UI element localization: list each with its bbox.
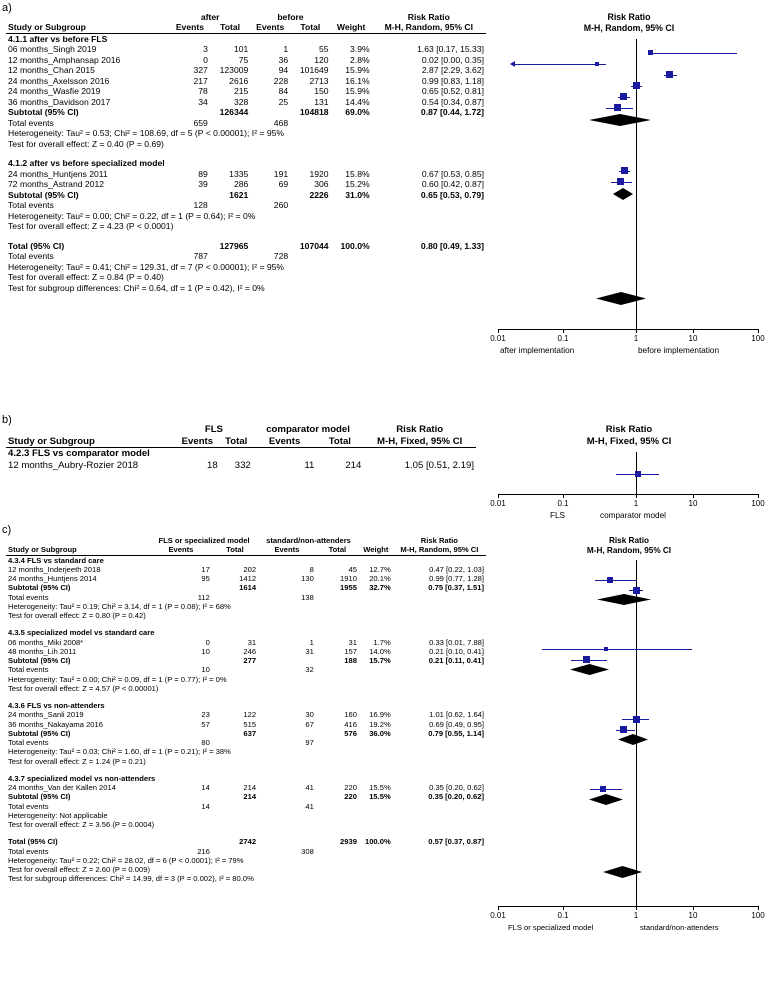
x-axis [498, 906, 758, 907]
col-group-standard: standard/non-attenders [266, 536, 351, 545]
subgroup-heading: 4.3.7 specialized model vs non-attenders [8, 773, 156, 783]
row-study: 06 months_Singh 2019 [8, 44, 97, 55]
grand-total-row: Total (95% CI) 127965 107044 100.0% 0.80 [0.49, 1.33] [8, 240, 484, 251]
subtotal-diamond [589, 114, 651, 126]
x-axis [498, 329, 758, 330]
panel-a-tag: a) [2, 2, 12, 14]
subtotal-diamond [570, 664, 609, 675]
overall-effect-row: Test for overall effect: Z = 4.57 (P < 0.00001) [8, 683, 159, 693]
col-events2: Events [256, 22, 285, 33]
axis-tick [636, 906, 637, 910]
subtotal-diamond [618, 734, 648, 745]
subtotal-row: Subtotal (95% CI) 277 188 15.7% 0.21 [0.11, 0.41] [8, 656, 484, 665]
heterogeneity-row: Heterogeneity: Tau² = 0.03; Chi² = 1.60, df = 1 (P = 0.21); I² = 38% [8, 747, 231, 757]
effect-marker [583, 656, 590, 663]
col-events2: Events [274, 545, 300, 555]
subgroup-diff-row: Test for subgroup differences: Chi² = 0.64, df = 1 (P = 0.42), I² = 0% [8, 282, 265, 293]
table-row: 06 months_Singh 2019 3 101 1 55 3.9% 1.63 [0.17, 15.33] [8, 44, 484, 55]
spacer [6, 829, 486, 837]
axis-tick-label: 10 [688, 334, 698, 343]
effect-marker [633, 587, 640, 594]
plot-a-model: M-H, Random, 95% CI [583, 23, 675, 33]
ci-line [515, 64, 606, 65]
panel-a-table [6, 12, 486, 293]
col-study: Study or Subgroup [8, 435, 95, 447]
col-total1: Total [220, 22, 241, 33]
axis-tick [758, 494, 759, 498]
axis-tick [563, 329, 564, 333]
heterogeneity-row: Heterogeneity: Not applicable [8, 810, 108, 820]
subtotal-diamond [589, 794, 623, 805]
overall-effect-row: Test for overall effect: Z = 0.40 (P = 0.69) [8, 138, 164, 149]
col-study: Study or Subgroup [8, 22, 86, 33]
spacer [6, 766, 486, 774]
effect-marker [604, 647, 608, 651]
effect-marker [617, 178, 624, 185]
axis-tick [563, 494, 564, 498]
effect-marker [621, 167, 628, 174]
table-header-cols [6, 545, 486, 555]
ci-line [648, 53, 737, 54]
table-row: 24 months_Huntjens 2014 95 1412 130 1910 20.1% 0.99 [0.77, 1.28] [8, 574, 484, 583]
axis-tick-label: 1 [633, 334, 639, 343]
table-row: 12 months_Inderjeeth 2018 17 202 8 45 12.7% 0.47 [0.22, 1.03] [8, 564, 484, 574]
plot-c-model: M-H, Random, 95% CI [586, 546, 672, 555]
plot-a-title: Risk Ratio [607, 12, 651, 22]
table-row: 06 months_Miki 2008* 0 31 1 31 1.7% 0.33 [0.01, 7.88] [8, 637, 484, 647]
col-weight: Weight [336, 22, 366, 33]
axis-tick [498, 494, 499, 498]
spacer [6, 232, 486, 241]
effect-marker [620, 93, 627, 100]
effect-marker [666, 71, 673, 78]
axis-tick-label: 0.01 [490, 911, 506, 920]
forest-plot-b [490, 424, 768, 524]
subtotal-row: Subtotal (95% CI) 1621 2226 31.0% 0.65 [0.53, 0.79] [8, 189, 484, 200]
col-rr-model: M-H, Fixed, 95% CI [377, 435, 463, 447]
axis-tick [693, 906, 694, 910]
total-events-row: Total events 787 728 [8, 251, 289, 262]
total-events-row: Total events 659 468 [8, 117, 289, 128]
col-weight: Weight [363, 545, 389, 555]
total-events-row: Total events 128 260 [8, 200, 289, 211]
col-total1: Total [226, 545, 244, 555]
subtotal-row: Subtotal (95% CI) 214 220 15.5% 0.35 [0.20, 0.62] [8, 792, 484, 802]
total-events-row: Total events 216 308 [8, 846, 314, 856]
subgroup-heading: 4.3.5 specialized model vs standard care [8, 628, 155, 638]
forest-plot-a [490, 12, 768, 402]
axis-label-left: after implementation [500, 346, 575, 355]
col-rr-head: Risk Ratio [396, 424, 444, 435]
panel-c [0, 524, 775, 987]
effect-marker [633, 82, 640, 89]
ci-line [542, 649, 692, 650]
axis-tick-label: 100 [751, 911, 765, 920]
table-header-cols [6, 436, 476, 448]
axis-tick [498, 329, 499, 333]
table-row: 12 months_Aubry-Rozier 2018 18 332 11 214 1.05 [0.51, 2.19] [8, 460, 474, 472]
plot-c-title: Risk Ratio [608, 536, 650, 545]
panel-c-tag: c) [2, 524, 12, 536]
col-events2: Events [268, 435, 301, 447]
subgroup-heading: 4.2.3 FLS vs comparator model [8, 448, 150, 460]
col-group-comparator: comparator model [266, 424, 350, 435]
table-row: 36 months_Davidson 2017 34 328 25 131 14.4% 0.54 [0.34, 0.87] [8, 96, 484, 107]
heterogeneity-row: Heterogeneity: Tau² = 0.22; Chi² = 28.02, df = 6 (P < 0.0001); I² = 79% [8, 855, 244, 865]
col-study: Study or Subgroup [8, 545, 77, 555]
col-rr-model: M-H, Random, 95% CI [384, 22, 473, 33]
axis-tick-label: 100 [751, 499, 765, 508]
axis-label-right: before implementation [638, 346, 720, 355]
table-row: 24 months_Wasfie 2019 78 215 84 150 15.9% 0.65 [0.52, 0.81] [8, 86, 484, 97]
axis-tick-label: 0.01 [490, 499, 506, 508]
subtotal-row: Subtotal (95% CI) 126344 104818 69.0% 0.87 [0.44, 1.72] [8, 107, 484, 118]
panel-a [0, 0, 775, 414]
effect-marker [600, 786, 606, 792]
panel-b-table [6, 424, 476, 472]
col-weight-head [331, 12, 372, 22]
axis-tick-label: 10 [688, 911, 698, 920]
table-header-groups [6, 12, 486, 22]
null-effect-line [636, 560, 637, 906]
effect-marker [620, 726, 627, 733]
col-group-fls-spec: FLS or specialized model [158, 536, 250, 545]
total-events-row: Total events 112 138 [8, 592, 314, 602]
subtotal-row: Subtotal (95% CI) 1614 1955 32.7% 0.75 [0.37, 1.51] [8, 583, 484, 593]
col-events1: Events [181, 435, 214, 447]
table-row: 72 months_Astrand 2012 39 286 69 306 15.2% 0.60 [0.42, 0.87] [8, 179, 484, 190]
overall-effect-row: Test for overall effect: Z = 3.56 (P = 0.0004) [8, 820, 155, 829]
axis-label-left: FLS [550, 511, 566, 520]
col-group-after: after [200, 12, 220, 22]
axis-tick-label: 10 [688, 499, 698, 508]
col-events1: Events [175, 22, 205, 33]
overall-effect-row: Test for overall effect: Z = 0.80 (P = 0.42) [8, 611, 146, 620]
panel-c-table [6, 536, 486, 884]
table-row: 12 months_Amphansap 2016 0 75 36 120 2.8% 0.02 [0.00, 0.35] [8, 54, 484, 65]
overall-effect-row: Test for overall effect: Z = 1.24 (P = 0.21) [8, 756, 146, 766]
col-events1: Events [168, 545, 194, 555]
ci-arrow-left-icon [510, 61, 515, 67]
col-group-before: before [277, 12, 304, 22]
table-row: 24 months_Sanli 2019 23 122 30 160 16.9% 1.01 [0.62, 1.64] [8, 710, 484, 720]
panel-b-tag: b) [2, 414, 12, 426]
table-row: 12 months_Chan 2015 327 123009 94 101649 15.9% 2.87 [2.29, 3.62] [8, 65, 484, 76]
grand-total-row: Total (95% CI) 2742 2939 100.0% 0.57 [0.37, 0.87] [8, 837, 484, 847]
table-row: 24 months_Huntjens 2011 89 1335 191 1920 15.8% 0.67 [0.53, 0.85] [8, 168, 484, 179]
effect-marker [648, 50, 653, 55]
heterogeneity-row: Heterogeneity: Tau² = 0.00; Chi² = 0.22, df = 1 (P = 0.64); I² = 0% [8, 210, 256, 221]
total-events-row: Total events 10 32 [8, 665, 314, 675]
col-total2: Total [328, 435, 351, 447]
col-rr-head: Risk Ratio [407, 12, 450, 22]
axis-tick [693, 329, 694, 333]
col-total2: Total [328, 545, 347, 555]
axis-tick-label: 0.1 [557, 499, 569, 508]
spacer [6, 693, 486, 701]
spacer [6, 620, 486, 628]
effect-marker [595, 62, 599, 66]
table-row: 48 months_Lih 2011 10 246 31 157 14.0% 0.21 [0.10, 0.41] [8, 646, 484, 656]
subgroup-heading: 4.3.4 FLS vs standard care [8, 555, 104, 565]
overall-effect-row: Test for overall effect: Z = 0.84 (P = 0.40) [8, 272, 164, 283]
subtotal-diamond [613, 188, 633, 200]
table-row: 24 months_Van der Kallen 2014 14 214 41 220 15.5% 0.35 [0.20, 0.62] [8, 783, 484, 792]
total-diamond [596, 292, 646, 305]
table-header-groups [6, 536, 486, 545]
col-total1: Total [225, 435, 248, 447]
axis-tick [758, 906, 759, 910]
col-total2: Total [300, 22, 321, 33]
panel-b [0, 414, 775, 524]
plot-b-model: M-H, Fixed, 95% CI [586, 436, 672, 447]
axis-label-left: FLS or specialized model [508, 923, 594, 932]
axis-tick [636, 329, 637, 333]
subgroup-heading: 4.3.6 FLS vs non-attenders [8, 701, 105, 710]
overall-effect-row: Test for overall effect: Z = 4.23 (P < 0.0001) [8, 221, 174, 232]
total-diamond [603, 866, 642, 878]
effect-marker [607, 577, 613, 583]
axis-tick-label: 0.1 [557, 334, 569, 343]
effect-marker [633, 716, 640, 723]
axis-tick [758, 329, 759, 333]
total-events-row: Total events 80 97 [8, 738, 314, 747]
axis-tick [563, 906, 564, 910]
heterogeneity-row: Heterogeneity: Tau² = 0.19; Chi² = 3.14, df = 1 (P = 0.08); I² = 68% [8, 601, 231, 611]
x-axis [498, 494, 758, 495]
spacer [6, 149, 486, 158]
heterogeneity-row: Heterogeneity: Tau² = 0.00; Chi² = 0.09, df = 1 (P = 0.77); I² = 0% [8, 674, 227, 684]
axis-tick-label: 100 [751, 334, 765, 343]
table-row: 36 months_Nakayama 2016 57 515 67 416 19.2% 0.69 [0.49, 0.95] [8, 719, 484, 729]
overall-effect-row: Test for overall effect: Z = 2.60 (P = 0.009) [8, 865, 150, 874]
col-group-fls: FLS [204, 424, 223, 435]
effect-marker [635, 471, 641, 477]
axis-tick [636, 494, 637, 498]
ci-line [590, 789, 622, 790]
axis-label-right: comparator model [600, 511, 666, 520]
axis-tick [693, 494, 694, 498]
subgroup-heading: 4.1.1 after vs before FLS [8, 33, 108, 44]
heterogeneity-row: Heterogeneity: Tau² = 0.41; Chi² = 129.31, df = 7 (P < 0.00001); I² = 95% [8, 261, 285, 272]
axis-tick-label: 1 [633, 911, 639, 920]
axis-tick-label: 1 [633, 499, 639, 508]
effect-marker [614, 104, 621, 111]
subgroup-heading: 4.1.2 after vs before specialized model [8, 158, 165, 169]
axis-tick [498, 906, 499, 910]
subtotal-row: Subtotal (95% CI) 637 576 36.0% 0.79 [0.55, 1.14] [8, 728, 484, 738]
forest-plot-c [490, 536, 768, 986]
ci-line [595, 580, 637, 581]
col-rr-model: M-H, Random, 95% CI [400, 545, 479, 555]
table-row: 24 months_Axelsson 2016 217 2616 228 2713 16.1% 0.99 [0.83, 1.18] [8, 75, 484, 86]
subgroup-diff-row: Test for subgroup differences: Chi² = 14.99, df = 3 (P = 0.002), I² = 80.0% [8, 874, 254, 884]
total-events-row: Total events 14 41 [8, 801, 314, 811]
axis-label-right: standard/non-attenders [640, 923, 719, 932]
plot-b-title: Risk Ratio [605, 424, 653, 435]
table-header-groups [6, 424, 476, 436]
axis-tick-label: 0.01 [490, 334, 506, 343]
subtotal-diamond [597, 594, 651, 605]
col-rr-head: Risk Ratio [420, 536, 458, 545]
table-header-cols [6, 22, 486, 33]
axis-tick-label: 0.1 [557, 911, 569, 920]
heterogeneity-row: Heterogeneity: Tau² = 0.53; Chi² = 108.69, df = 5 (P < 0.00001); I² = 95% [8, 128, 285, 139]
